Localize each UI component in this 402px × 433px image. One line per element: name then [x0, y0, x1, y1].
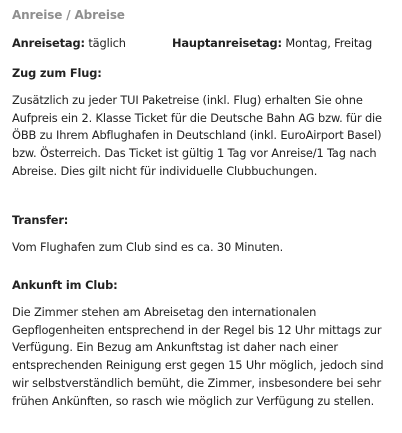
transfer-heading: Transfer:: [12, 213, 69, 227]
train-to-plane-text: Zusätzlich zu jeder TUI Paketreise (inkl. Flug) erhalten Sie ohne Aufpreis ein 2. Klasse Ticket für die Deutsche Bahn AG bzw. für die ÖBB zu Ihrem Abflughafen in Deutschland (inkl. EuroAirport Basel) bzw. Österreich. Das Ticket ist gültig 1 Tag vor Anreise/1 Tag nach Abreise. Dies gilt nicht für individuelle Clubbuchungen.: [12, 93, 382, 178]
arrival-days-row: [12, 35, 392, 51]
main-arrival-day-value: Montag, Freitag: [285, 36, 373, 50]
arrival-at-club-heading: Ankunft im Club:: [12, 278, 118, 292]
arrival-day-value: täglich: [88, 36, 126, 50]
section-title: Anreise / Abreise: [12, 8, 125, 22]
transfer-text: Vom Flughafen zum Club sind es ca. 30 Minuten.: [12, 240, 284, 254]
arrival-day-label: Anreisetag:: [12, 36, 85, 50]
arrival-day: [12, 36, 126, 50]
main-arrival-day: [172, 35, 372, 51]
train-to-plane-heading: Zug zum Flug:: [12, 66, 102, 80]
arrival-at-club-text: Die Zimmer stehen am Abreisetag den internationalen Gepflogenheiten entsprechend in der Regel bis 12 Uhr mittags zur Verfügung. Ein Bezug am Ankunftstag ist daher nach einer entsprechenden Reinigung erst gegen 15 Uhr möglich, jedoch sind wir selbstverständlich bemüht, die Zimmer, insbesondere bei sehr frühen Ankünften, so rasch wie möglich zur Verfügung zu stellen.: [12, 305, 384, 408]
main-arrival-day-label: Hauptanreisetag:: [172, 36, 282, 50]
